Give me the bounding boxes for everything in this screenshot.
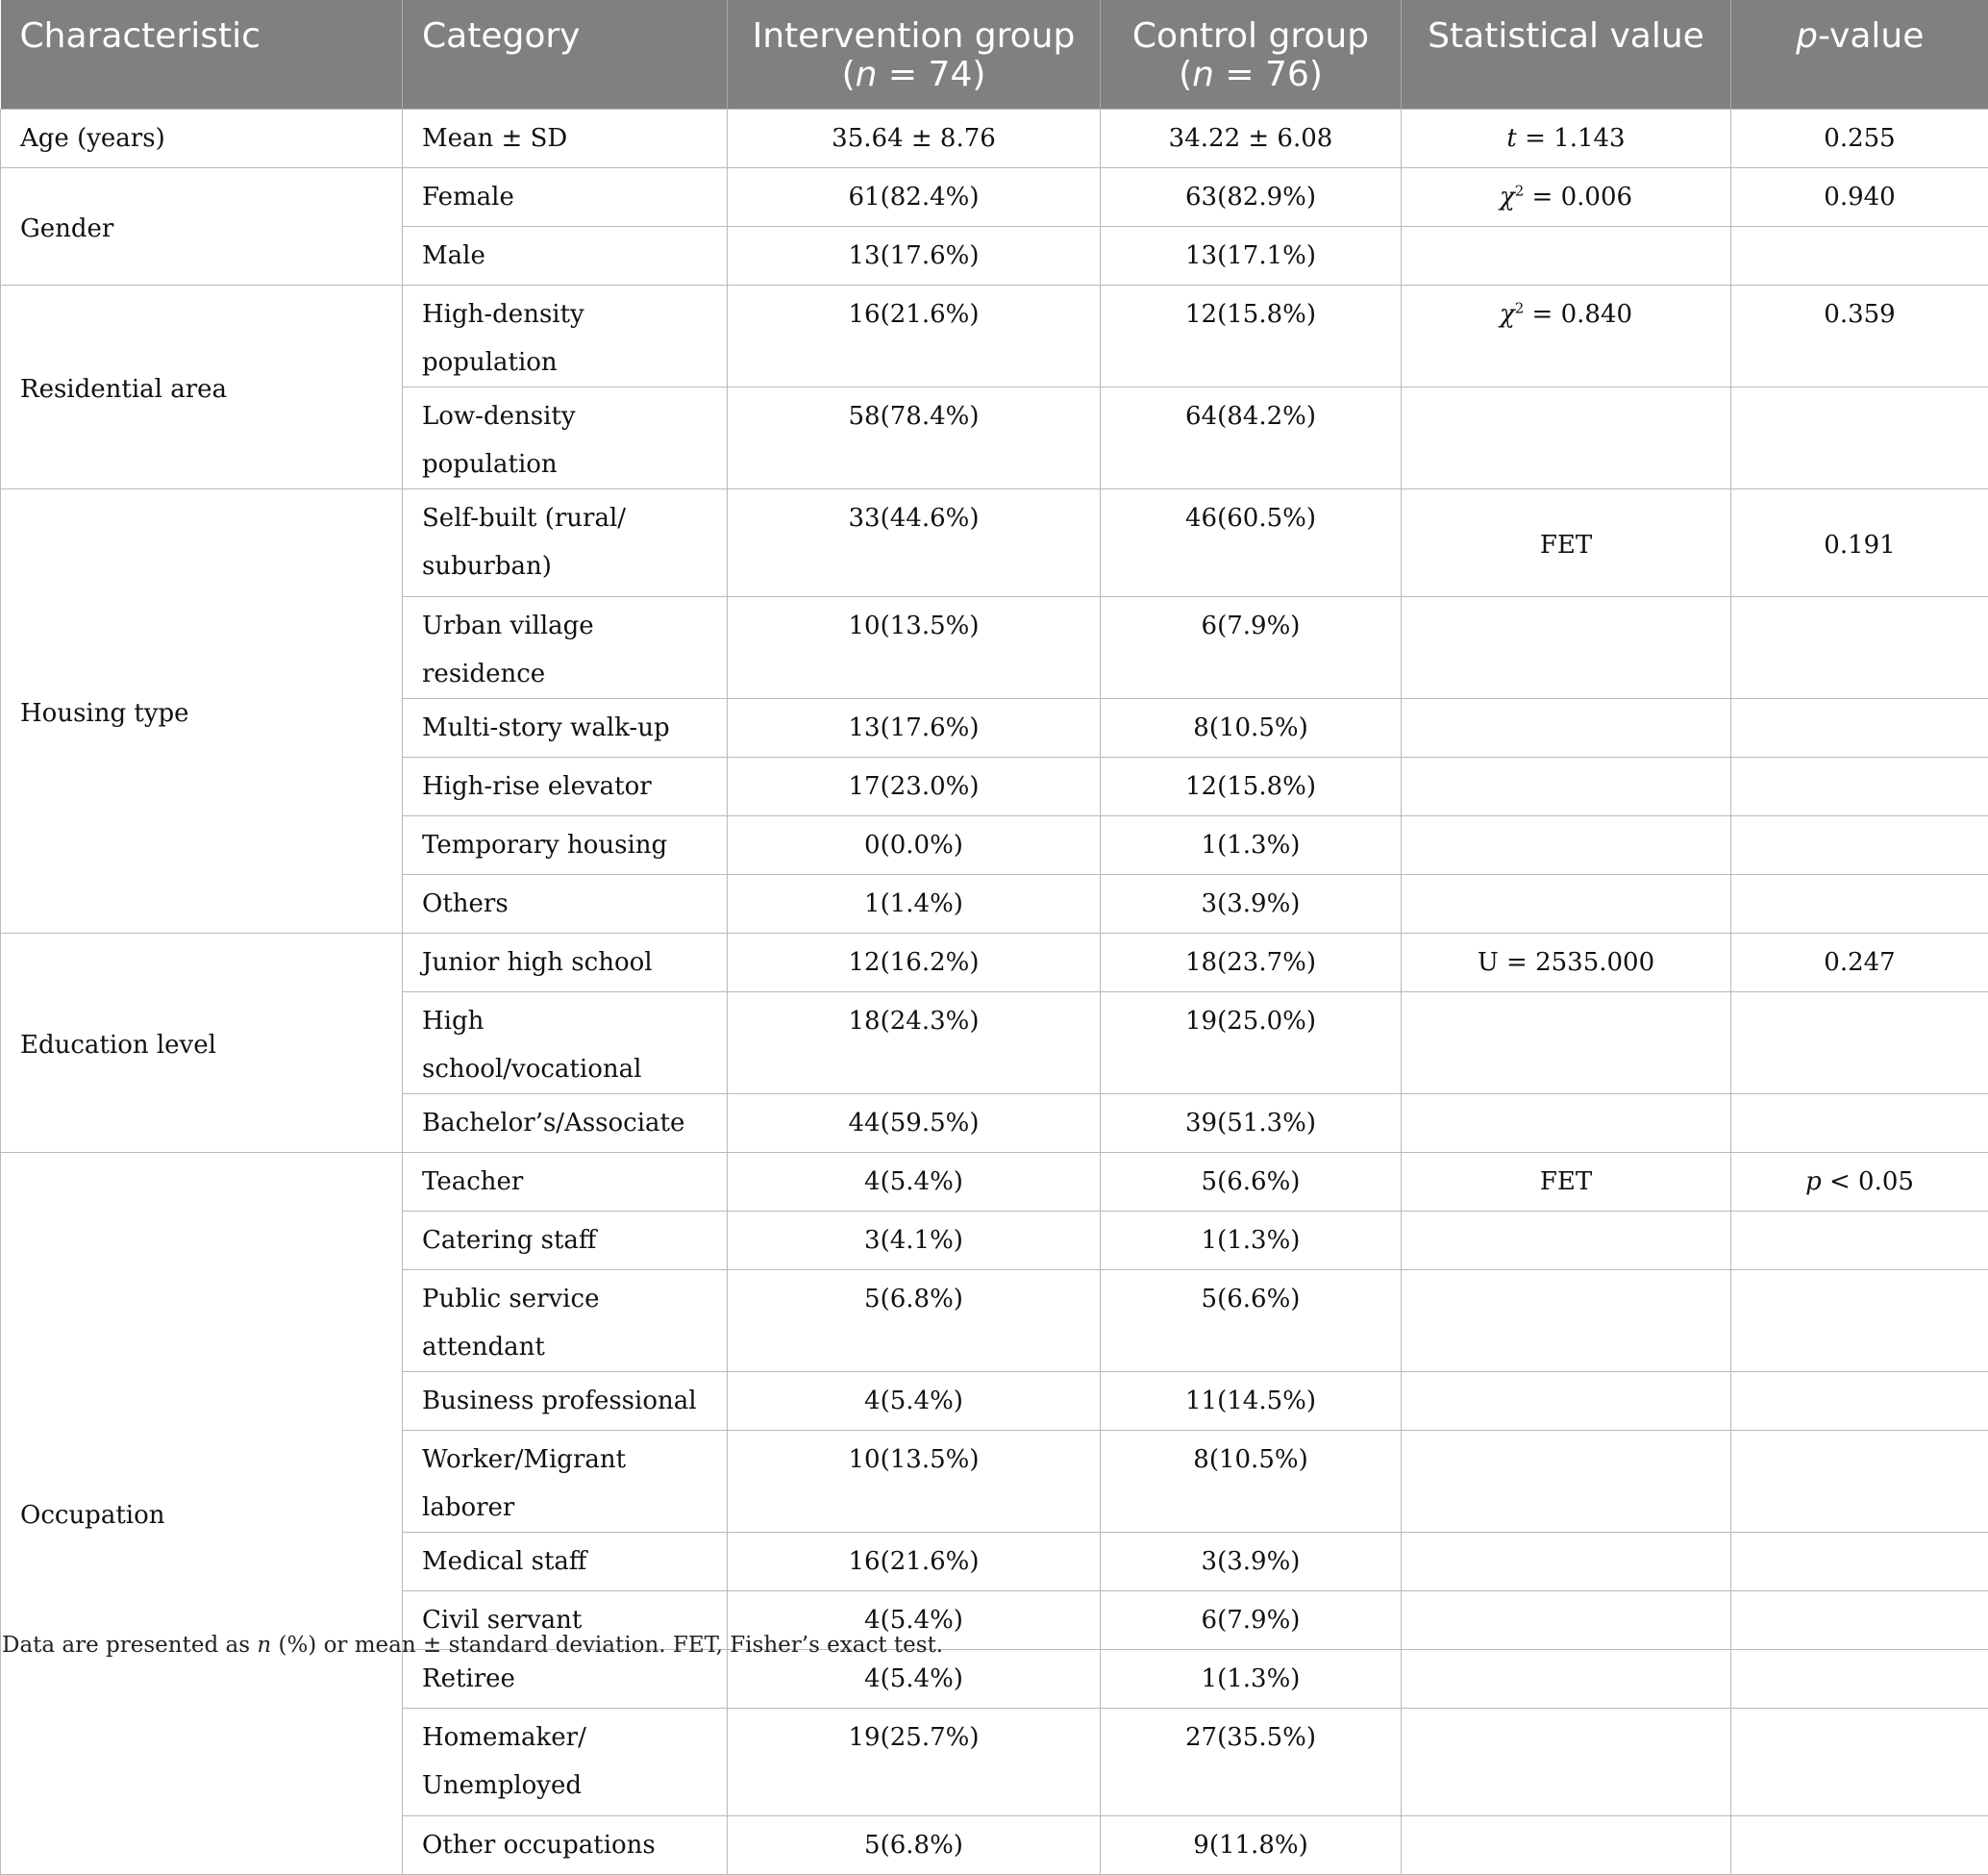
intervention-cell: 4(5.4%) xyxy=(728,1649,1101,1708)
statistical-value-cell xyxy=(1402,596,1731,698)
statistical-value-cell xyxy=(1402,991,1731,1093)
control-cell: 8(10.5%) xyxy=(1101,698,1402,757)
intervention-cell: 5(6.8%) xyxy=(728,1269,1101,1371)
intervention-cell: 33(44.6%) xyxy=(728,488,1101,596)
header-p-value: p-value xyxy=(1731,0,1988,109)
header-intervention xyxy=(728,0,1101,109)
control-cell: 12(15.8%) xyxy=(1101,757,1402,815)
category-cell: Mean ± SD xyxy=(403,109,728,167)
statistical-value-cell: U = 2535.000 xyxy=(1402,933,1731,991)
table-body xyxy=(1,109,1988,1874)
p-value-cell: 0.940 xyxy=(1731,167,1988,226)
table-row xyxy=(1,109,1988,167)
p-value-cell xyxy=(1731,1430,1988,1532)
p-value-cell xyxy=(1731,1590,1988,1649)
category-cell: Female xyxy=(403,167,728,226)
category-cell: Self-built (rural/ suburban) xyxy=(403,488,728,596)
control-cell: 13(17.1%) xyxy=(1101,226,1402,285)
statistical-value-cell xyxy=(1402,1371,1731,1430)
characteristic-cell: Residential area xyxy=(1,285,403,488)
control-cell: 27(35.5%) xyxy=(1101,1708,1402,1815)
header-control xyxy=(1101,0,1402,109)
category-cell: Other occupations xyxy=(403,1815,728,1874)
category-cell: Retiree xyxy=(403,1649,728,1708)
control-cell: 3(3.9%) xyxy=(1101,874,1402,933)
header-control-title: Control group xyxy=(1120,17,1381,56)
category-cell: Multi-story walk-up xyxy=(403,698,728,757)
control-cell: 46(60.5%) xyxy=(1101,488,1402,596)
control-cell: 5(6.6%) xyxy=(1101,1269,1402,1371)
category-cell: High-rise elevator xyxy=(403,757,728,815)
characteristic-cell: Age (years) xyxy=(1,109,403,167)
characteristic-cell: Education level xyxy=(1,933,403,1152)
control-cell: 1(1.3%) xyxy=(1101,815,1402,874)
intervention-cell: 17(23.0%) xyxy=(728,757,1101,815)
intervention-cell: 13(17.6%) xyxy=(728,226,1101,285)
p-value-cell xyxy=(1731,1211,1988,1269)
statistical-value-cell xyxy=(1402,1093,1731,1152)
category-cell: Others xyxy=(403,874,728,933)
header-control-n: (n = 76) xyxy=(1120,56,1381,94)
category-cell: Teacher xyxy=(403,1152,728,1211)
p-value-cell xyxy=(1731,991,1988,1093)
category-cell: Medical staff xyxy=(403,1532,728,1590)
category-cell: Worker/Migrant laborer xyxy=(403,1430,728,1532)
p-value-cell xyxy=(1731,1815,1988,1874)
p-value-cell xyxy=(1731,698,1988,757)
statistical-value-cell xyxy=(1402,1649,1731,1708)
p-value-cell xyxy=(1731,1532,1988,1590)
characteristic-cell: Occupation xyxy=(1,1152,403,1874)
category-cell: Homemaker/ Unemployed xyxy=(403,1708,728,1815)
category-cell: Low-density population xyxy=(403,387,728,488)
intervention-cell: 61(82.4%) xyxy=(728,167,1101,226)
p-value-cell: 0.247 xyxy=(1731,933,1988,991)
header-statistical-value: Statistical value xyxy=(1402,0,1731,109)
statistical-value-cell: t = 1.143 xyxy=(1402,109,1731,167)
control-cell: 11(14.5%) xyxy=(1101,1371,1402,1430)
p-value-cell: p < 0.05 xyxy=(1731,1152,1988,1211)
control-cell: 5(6.6%) xyxy=(1101,1152,1402,1211)
control-cell: 39(51.3%) xyxy=(1101,1093,1402,1152)
control-cell: 12(15.8%) xyxy=(1101,285,1402,387)
table-footnote: Data are presented as n (%) or mean ± standard deviation. FET, Fisher’s exact test. xyxy=(2,1633,943,1658)
p-value-cell xyxy=(1731,1093,1988,1152)
intervention-cell: 35.64 ± 8.76 xyxy=(728,109,1101,167)
statistical-value-cell xyxy=(1402,815,1731,874)
control-cell: 6(7.9%) xyxy=(1101,1590,1402,1649)
intervention-cell: 5(6.8%) xyxy=(728,1815,1101,1874)
control-cell: 19(25.0%) xyxy=(1101,991,1402,1093)
intervention-cell: 13(17.6%) xyxy=(728,698,1101,757)
category-cell: Catering staff xyxy=(403,1211,728,1269)
p-value-cell: 0.359 xyxy=(1731,285,1988,387)
statistical-value-cell xyxy=(1402,757,1731,815)
control-cell: 18(23.7%) xyxy=(1101,933,1402,991)
p-value-cell xyxy=(1731,815,1988,874)
intervention-cell: 16(21.6%) xyxy=(728,1532,1101,1590)
statistical-value-cell xyxy=(1402,1815,1731,1874)
p-value-cell: 0.255 xyxy=(1731,109,1988,167)
p-value-cell xyxy=(1731,1371,1988,1430)
category-cell: Public service attendant xyxy=(403,1269,728,1371)
statistical-value-cell xyxy=(1402,874,1731,933)
intervention-cell: 12(16.2%) xyxy=(728,933,1101,991)
control-cell: 1(1.3%) xyxy=(1101,1649,1402,1708)
header-row xyxy=(1,0,1988,109)
p-value-cell xyxy=(1731,874,1988,933)
intervention-cell: 16(21.6%) xyxy=(728,285,1101,387)
control-cell: 8(10.5%) xyxy=(1101,1430,1402,1532)
statistical-value-cell xyxy=(1402,226,1731,285)
intervention-cell: 18(24.3%) xyxy=(728,991,1101,1093)
p-value-cell xyxy=(1731,1708,1988,1815)
table-row xyxy=(1,933,1988,991)
intervention-cell: 10(13.5%) xyxy=(728,596,1101,698)
statistical-value-cell xyxy=(1402,1269,1731,1371)
intervention-cell: 1(1.4%) xyxy=(728,874,1101,933)
intervention-cell: 58(78.4%) xyxy=(728,387,1101,488)
statistical-value-cell: FET xyxy=(1402,488,1731,596)
p-value-cell xyxy=(1731,1269,1988,1371)
control-cell: 64(84.2%) xyxy=(1101,387,1402,488)
intervention-cell: 44(59.5%) xyxy=(728,1093,1101,1152)
table-row xyxy=(1,167,1988,226)
intervention-cell: 4(5.4%) xyxy=(728,1371,1101,1430)
statistical-value-cell xyxy=(1402,1430,1731,1532)
statistical-value-cell xyxy=(1402,1532,1731,1590)
category-cell: Junior high school xyxy=(403,933,728,991)
statistical-value-cell xyxy=(1402,1590,1731,1649)
statistical-value-cell: FET xyxy=(1402,1152,1731,1211)
intervention-cell: 3(4.1%) xyxy=(728,1211,1101,1269)
intervention-cell: 19(25.7%) xyxy=(728,1708,1101,1815)
intervention-cell: 4(5.4%) xyxy=(728,1590,1101,1649)
characteristic-cell: Housing type xyxy=(1,488,403,933)
category-cell: High school/vocational xyxy=(403,991,728,1093)
control-cell: 6(7.9%) xyxy=(1101,596,1402,698)
intervention-cell: 4(5.4%) xyxy=(728,1152,1101,1211)
statistical-value-cell xyxy=(1402,387,1731,488)
p-value-cell xyxy=(1731,596,1988,698)
statistical-value-cell xyxy=(1402,698,1731,757)
control-cell: 3(3.9%) xyxy=(1101,1532,1402,1590)
control-cell: 9(11.8%) xyxy=(1101,1815,1402,1874)
statistical-value-cell: $\chi^2 = 0.006$ xyxy=(1402,167,1731,226)
table-row xyxy=(1,1152,1988,1211)
p-value-cell xyxy=(1731,1649,1988,1708)
header-intervention-n: (n = 74) xyxy=(747,56,1081,94)
control-cell: 63(82.9%) xyxy=(1101,167,1402,226)
control-cell: 34.22 ± 6.08 xyxy=(1101,109,1402,167)
table-row xyxy=(1,488,1988,596)
header-characteristic: Characteristic xyxy=(1,0,403,109)
statistical-value-cell: $\chi^2 = 0.840$ xyxy=(1402,285,1731,387)
category-cell: Business professional xyxy=(403,1371,728,1430)
category-cell: High-density population xyxy=(403,285,728,387)
p-value-cell: 0.191 xyxy=(1731,488,1988,596)
control-cell: 1(1.3%) xyxy=(1101,1211,1402,1269)
intervention-cell: 10(13.5%) xyxy=(728,1430,1101,1532)
statistical-value-cell xyxy=(1402,1708,1731,1815)
category-cell: Bachelor’s/Associate xyxy=(403,1093,728,1152)
category-cell: Urban village residence xyxy=(403,596,728,698)
table-row xyxy=(1,285,1988,387)
p-value-cell xyxy=(1731,387,1988,488)
header-intervention-title: Intervention group xyxy=(747,17,1081,56)
statistical-value-cell xyxy=(1402,1211,1731,1269)
category-cell: Temporary housing xyxy=(403,815,728,874)
intervention-cell: 0(0.0%) xyxy=(728,815,1101,874)
p-value-cell xyxy=(1731,757,1988,815)
category-cell: Male xyxy=(403,226,728,285)
category-cell: Civil servant xyxy=(403,1590,728,1649)
characteristic-cell: Gender xyxy=(1,167,403,285)
header-category: Category xyxy=(403,0,728,109)
p-value-cell xyxy=(1731,226,1988,285)
